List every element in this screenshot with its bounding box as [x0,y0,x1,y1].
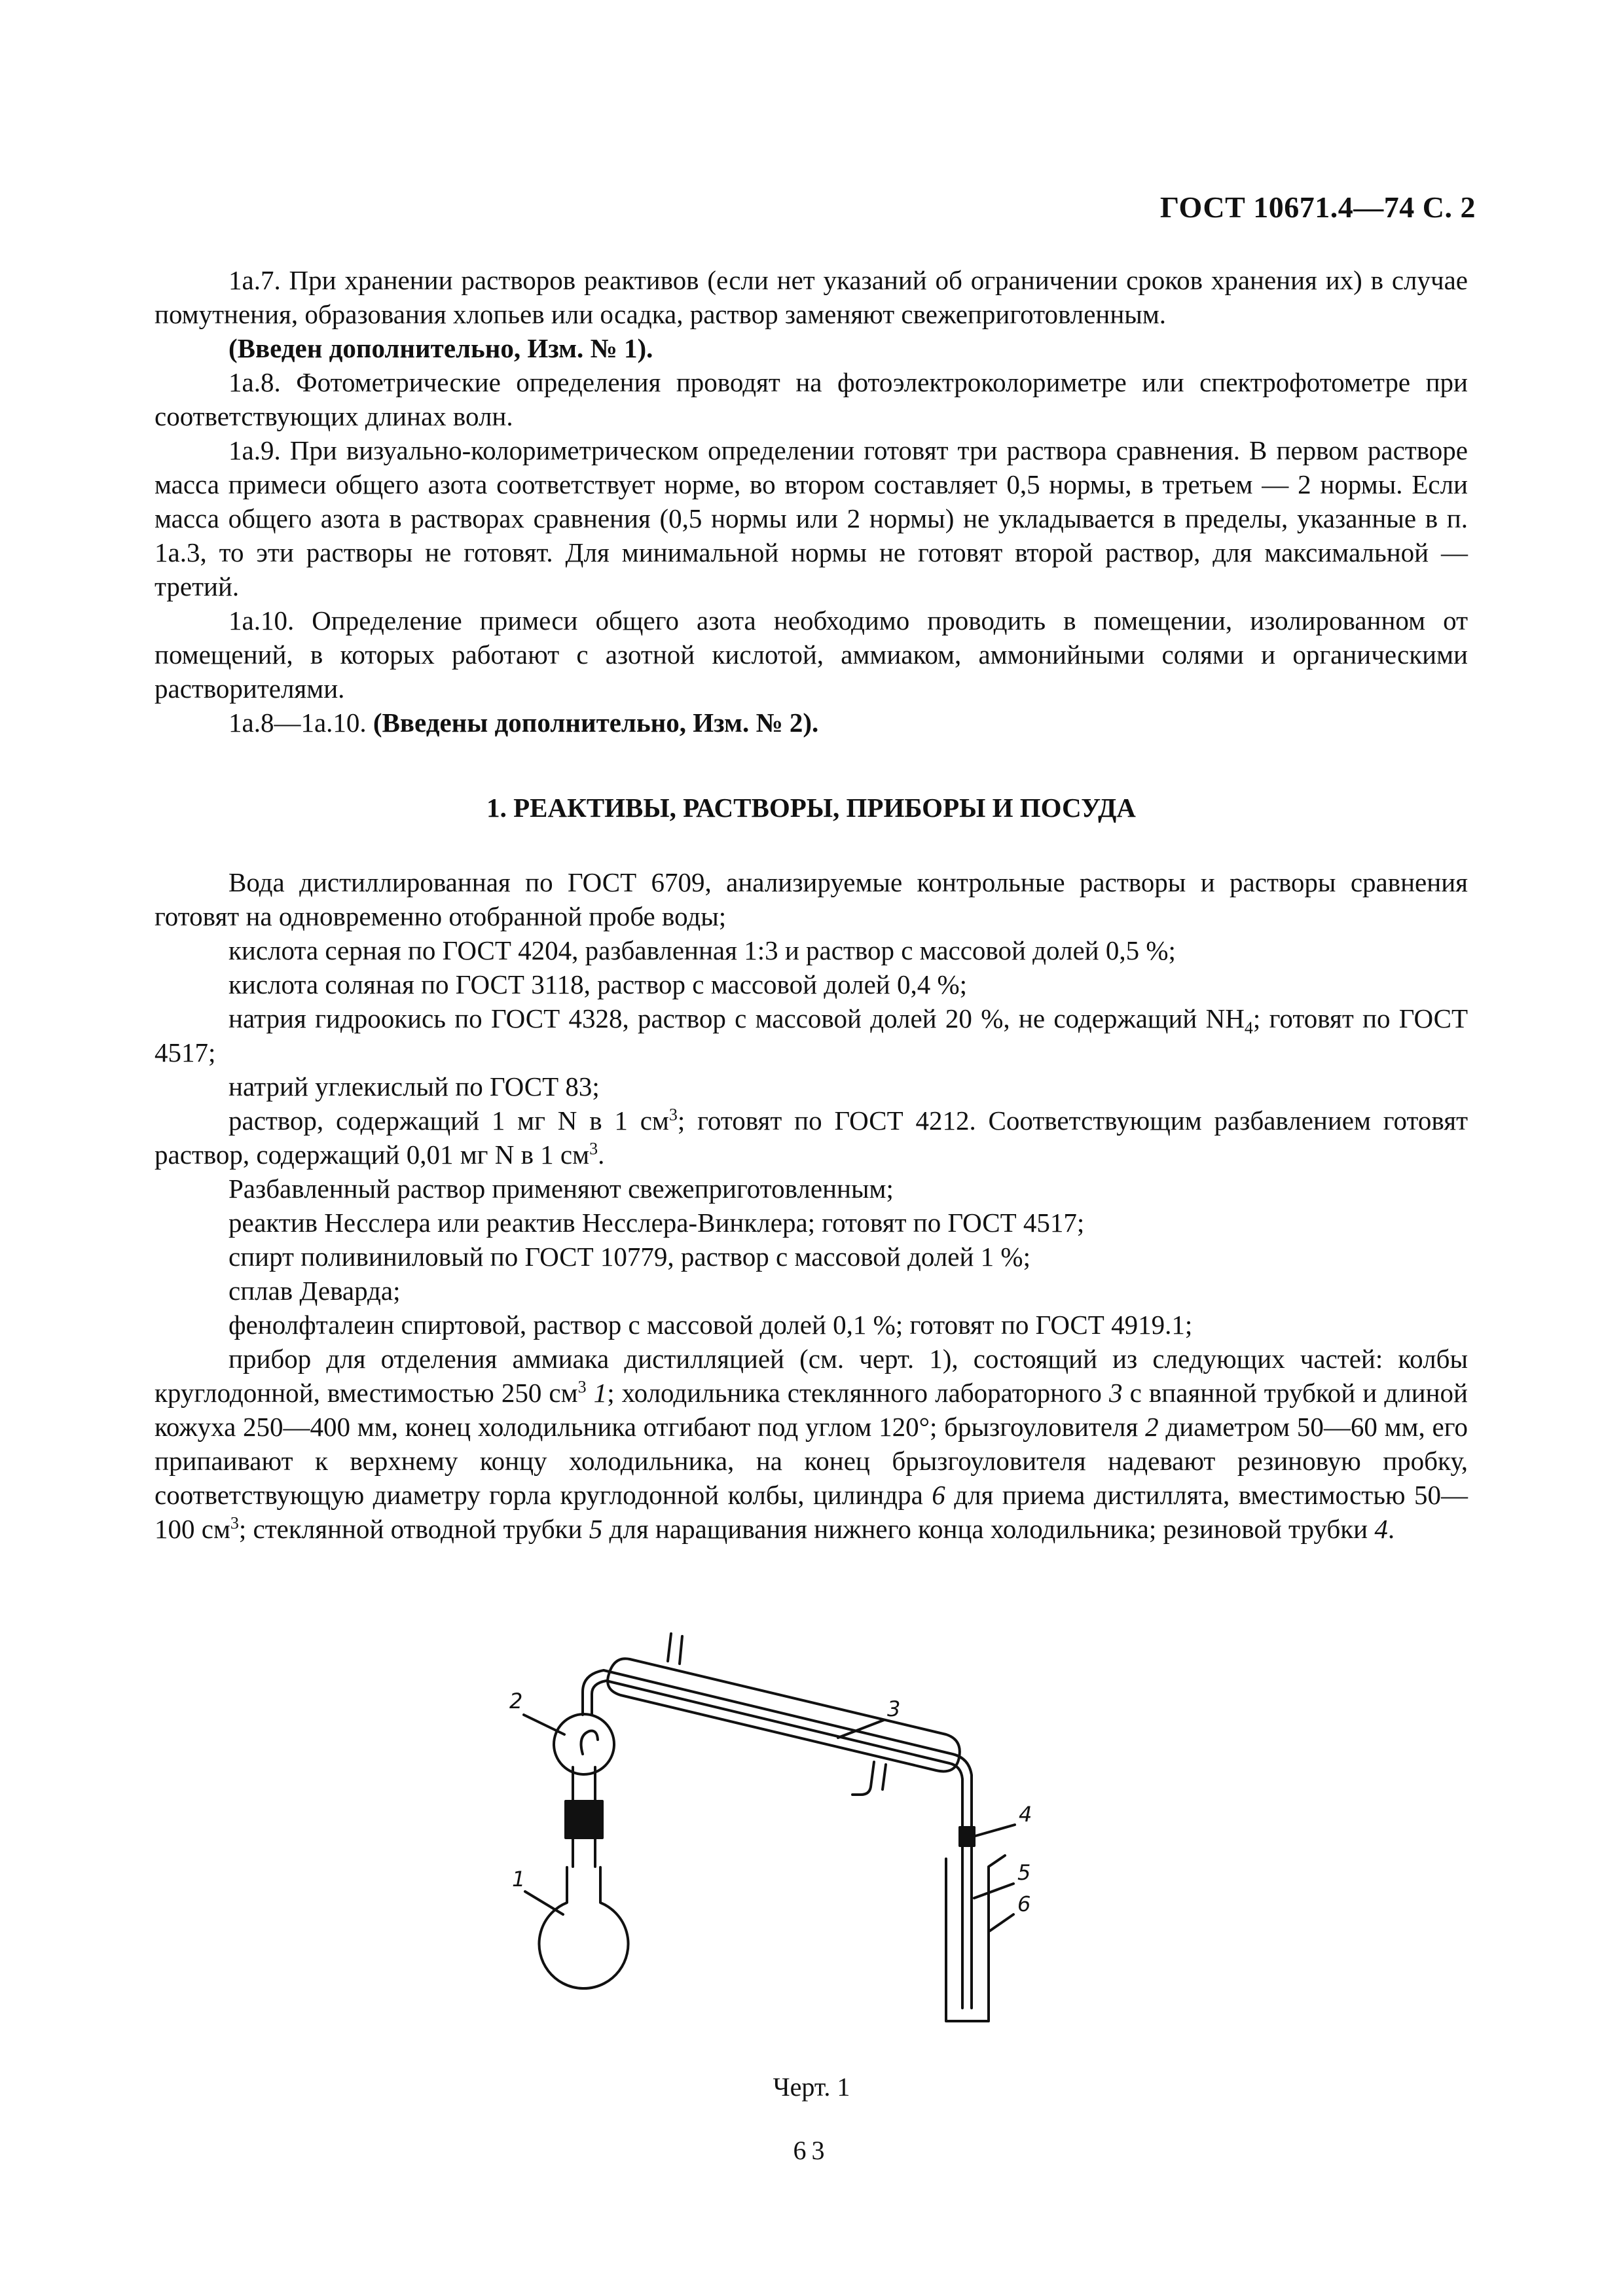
leader-line-6 [990,1914,1013,1931]
apparatus-sup-1: 3 [577,1377,587,1397]
condenser-jacket [608,1659,960,1771]
rubber-tube [960,1827,974,1846]
paragraph-1a8-10 [155,706,1468,740]
leader-line-2 [524,1715,564,1734]
solution-sup-1: 3 [668,1105,678,1124]
reagent-phenolphthalein: фенолфталеин спиртовой, раствор с массовой долей 0,1 %; готовят по ГОСТ 4919.1; [228,1310,1193,1340]
label-3: 3 [887,1696,901,1721]
label-2: 2 [509,1689,523,1713]
reagent-sodium-hydroxide [155,1001,1468,1069]
amendment-note-1: (Введен дополнительно, Изм. № 1). [228,333,653,363]
label-4: 4 [1019,1802,1032,1827]
apparatus-ref-4: 4 [1374,1514,1388,1544]
receiving-cylinder [946,1856,1005,2021]
apparatus-text-8: . [1387,1514,1395,1544]
reagent-nitrogen-solution [155,1103,1468,1172]
reagent-water: Вода дистиллированная по ГОСТ 6709, анализируемые контрольные растворы и растворы сравнения готовят на одновременно отобранной пробе воды; [155,867,1468,931]
reagent-nessler: реактив Несслера или реактив Несслера-Винклера; готовят по ГОСТ 4517; [228,1208,1085,1238]
paragraph-1a9: 1а.9. При визуально-колориметрическом определении готовят три раствора сравнения. В первом растворе масса примеси общего азота соответствует норме, во втором составляет 0,5 нормы, в третьем — 2 нормы. Если масса общего азота в растворах сравнения (0,5 нормы или 2 нормы) не укладывается в пределы, указанные в п. 1а.3, то эти растворы не готовят. Для минимальной нормы не готовят второй раствор, для максимальной — третий. [155,435,1468,601]
apparatus-ref-3: 3 [1109,1378,1123,1408]
apparatus-text-7: для наращивания нижнего конца холодильника; резиновой трубки [602,1514,1375,1544]
reagent-hydrochloric-acid: кислота соляная по ГОСТ 3118, раствор с массовой долей 0,4 %; [228,969,968,999]
page-number: 63 [793,2136,830,2165]
apparatus-text-2: ; холодильника стеклянного лабораторного [607,1378,1110,1408]
apparatus-drawing [452,1623,1172,2068]
naoh-text: натрия гидроокись по ГОСТ 4328, раствор с массовой долей 20 %, не содержащий NH [228,1003,1245,1033]
amendment-note-2: (Введены дополнительно, Изм. № 2). [373,708,819,738]
apparatus-text-1: прибор для отделения аммиака дистилляцией (см. черт. 1), состоящий из следующих частей: колбы круглодонной, вместимостью 250 см [155,1344,1468,1408]
document-body [155,263,1468,1546]
distillation-apparatus-svg [452,1623,1172,2068]
paragraph-1a8: 1а.8. Фотометрические определения проводят на фотоэлектроколориметре или спектрофотометре при соответствующих длинах волн. [155,367,1468,431]
condenser-nozzle-bottom [852,1762,886,1795]
solution-text-b: ; готовят по ГОСТ 4212. Соответствующим разбавлением готовят раствор, содержащий 0,01 мг N в 1 см [155,1105,1468,1170]
leader-line-4 [976,1825,1015,1836]
section-title: 1. РЕАКТИВЫ, РАСТВОРЫ, ПРИБОРЫ И ПОСУДА [486,793,1136,823]
leader-line-5 [974,1884,1013,1898]
reagent-devarda-alloy: сплав Деварда; [228,1276,401,1306]
round-bottom-flask [539,1867,629,1988]
reagent-sodium-carbonate: натрий углекислый по ГОСТ 83; [228,1071,600,1102]
solution-sup-2: 3 [589,1139,598,1158]
condenser-nozzle-top [668,1634,682,1664]
solution-text-a: раствор, содержащий 1 мг N в 1 см [228,1105,669,1136]
apparatus-description [155,1342,1468,1546]
apparatus-sup-2: 3 [230,1513,239,1533]
apparatus-ref-5: 5 [589,1514,603,1544]
reagent-polyvinyl-alcohol: спирт поливиниловый по ГОСТ 10779, раствор с массовой долей 1 %; [228,1242,1030,1272]
naoh-subscript: 4 [1244,1018,1253,1038]
label-5: 5 [1017,1860,1031,1885]
splash-trap-bulb [554,1714,614,1774]
label-6: 6 [1017,1892,1031,1916]
reagent-sulfuric-acid: кислота серная по ГОСТ 4204, разбавленная 1:3 и раствор с массовой долей 0,5 %; [228,935,1176,965]
figure-caption: Черт. 1 [773,2072,850,2102]
reagent-diluted-note: Разбавленный раствор применяют свежеприготовленным; [228,1174,894,1204]
naoh-tail: ; готовят по ГОСТ 4517; [155,1003,1468,1067]
apparatus-ref-1: 1 [586,1378,608,1408]
apparatus-ref-6: 6 [932,1480,945,1510]
apparatus-text-5: для приема дистиллята, вместимостью 50—100 см [155,1480,1468,1544]
leader-line-1 [525,1892,563,1914]
rubber-stopper [566,1801,602,1838]
paragraph-1a7: 1а.7. При хранении растворов реактивов (если нет указаний об ограничении сроков хранения их) в случае помутнения, образования хлопьев или осадка, раствор заменяют свежеприготовленным. [155,265,1468,329]
apparatus-text-6: ; стеклянной отводной трубки [238,1514,589,1544]
page-header: ГОСТ 10671.4—74 С. 2 [1159,190,1476,224]
amendment-range: 1а.8—1а.10. [228,708,373,738]
apparatus-ref-2: 2 [1145,1412,1159,1442]
splash-trap-inner-tube [581,1731,598,1754]
paragraph-1a10: 1а.10. Определение примеси общего азота необходимо проводить в помещении, изолированном от помещений, в которых работают с азотной кислотой, аммиаком, аммонийными солями и органическими растворителями. [155,605,1468,704]
apparatus-text-4: диаметром 50—60 мм, его припаивают к верхнему концу холодильника, на конец брызгоуловителя надевают резиновую пробку, соответствующую диаметру горла круглодонной колбы, цилиндра [155,1412,1468,1510]
apparatus-text-3: с впаянной трубкой и длиной кожуха 250—400 мм, конец холодильника отгибают под углом 120°; брызгоуловителя [155,1378,1468,1442]
label-1: 1 [512,1867,526,1892]
solution-text-end: . [598,1139,605,1170]
